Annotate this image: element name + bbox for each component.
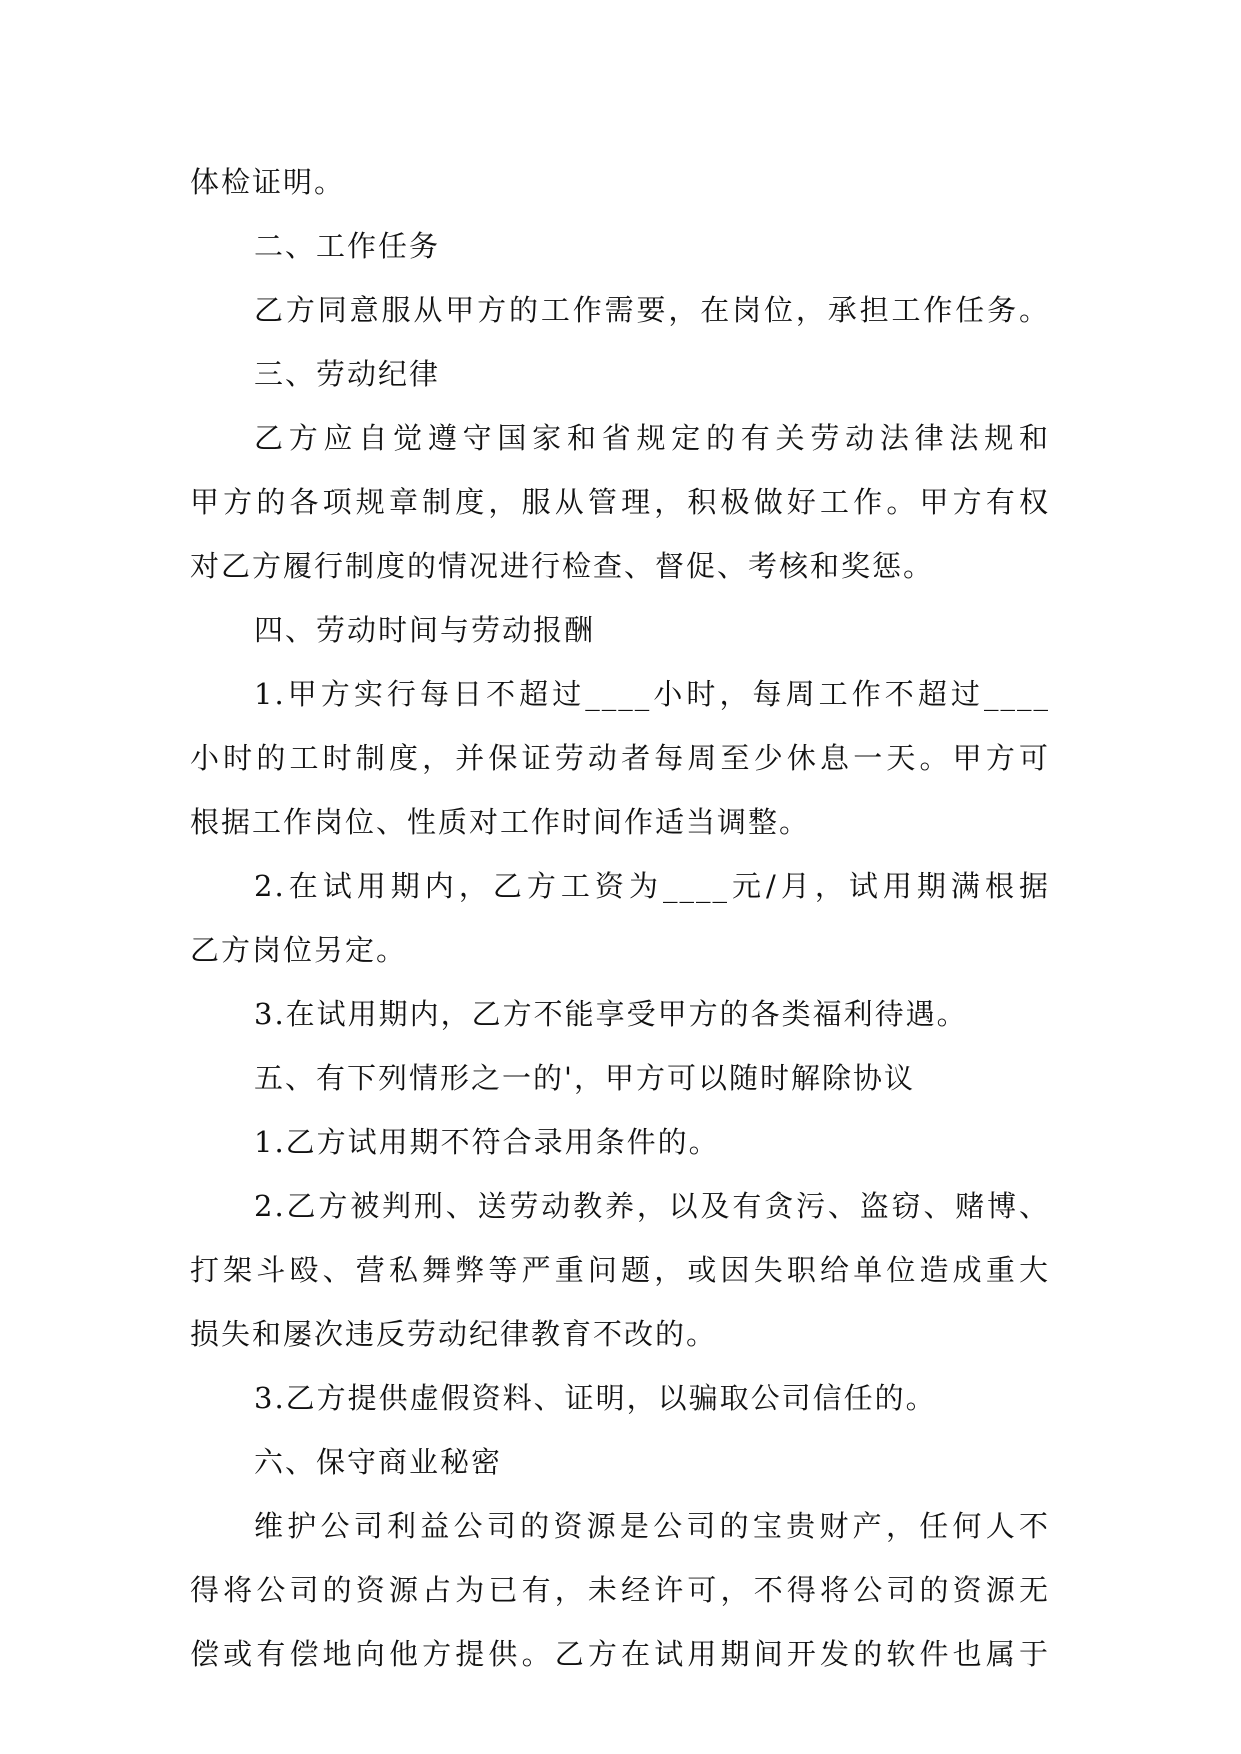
text-line: 2.乙方被判刑、送劳动教养，以及有贪污、盗窃、赌博、	[254, 1189, 1050, 1223]
text-line: 乙方同意服从甲方的工作需要，在岗位，承担工作任务。	[254, 293, 1050, 327]
text-line: 偿或有偿地向他方提供。乙方在试用期间开发的软件也属于	[190, 1637, 1050, 1671]
text-line: 3.乙方提供虚假资料、证明，以骗取公司信任的。	[254, 1381, 937, 1415]
text-line: 根据工作岗位、性质对工作时间作适当调整。	[190, 805, 811, 839]
text-line: 1.甲方实行每日不超过____小时，每周工作不超过____	[254, 677, 1050, 711]
text-line: 乙方应自觉遵守国家和省规定的有关劳动法律法规和	[254, 421, 1050, 455]
text-line: 得将公司的资源占为已有，未经许可，不得将公司的资源无	[190, 1573, 1050, 1607]
section-heading: 三、劳动纪律	[254, 357, 441, 391]
section-heading: 六、保守商业秘密	[254, 1445, 503, 1479]
text-line: 3.在试用期内，乙方不能享受甲方的各类福利待遇。	[254, 997, 968, 1031]
document-page	[190, 150, 1050, 1686]
text-line: 体检证明。	[190, 165, 346, 199]
section-heading: 四、劳动时间与劳动报酬	[254, 613, 596, 647]
text-line: 对乙方履行制度的情况进行检查、督促、考核和奖惩。	[190, 549, 935, 583]
text-line: 乙方岗位另定。	[190, 933, 408, 967]
text-line: 甲方的各项规章制度，服从管理，积极做好工作。甲方有权	[190, 485, 1050, 519]
text-line: 2.在试用期内，乙方工资为____元/月，试用期满根据	[254, 869, 1050, 903]
text-line: 打架斗殴、营私舞弊等严重问题，或因失职给单位造成重大	[190, 1253, 1050, 1287]
section-heading: 五、有下列情形之一的'，甲方可以随时解除协议	[254, 1061, 915, 1095]
text-line: 小时的工时制度，并保证劳动者每周至少休息一天。甲方可	[190, 741, 1050, 775]
text-line: 损失和屡次违反劳动纪律教育不改的。	[190, 1317, 718, 1351]
section-heading: 二、工作任务	[254, 229, 441, 263]
text-line: 维护公司利益公司的资源是公司的宝贵财产，任何人不	[254, 1509, 1050, 1543]
text-line: 1.乙方试用期不符合录用条件的。	[254, 1125, 720, 1159]
